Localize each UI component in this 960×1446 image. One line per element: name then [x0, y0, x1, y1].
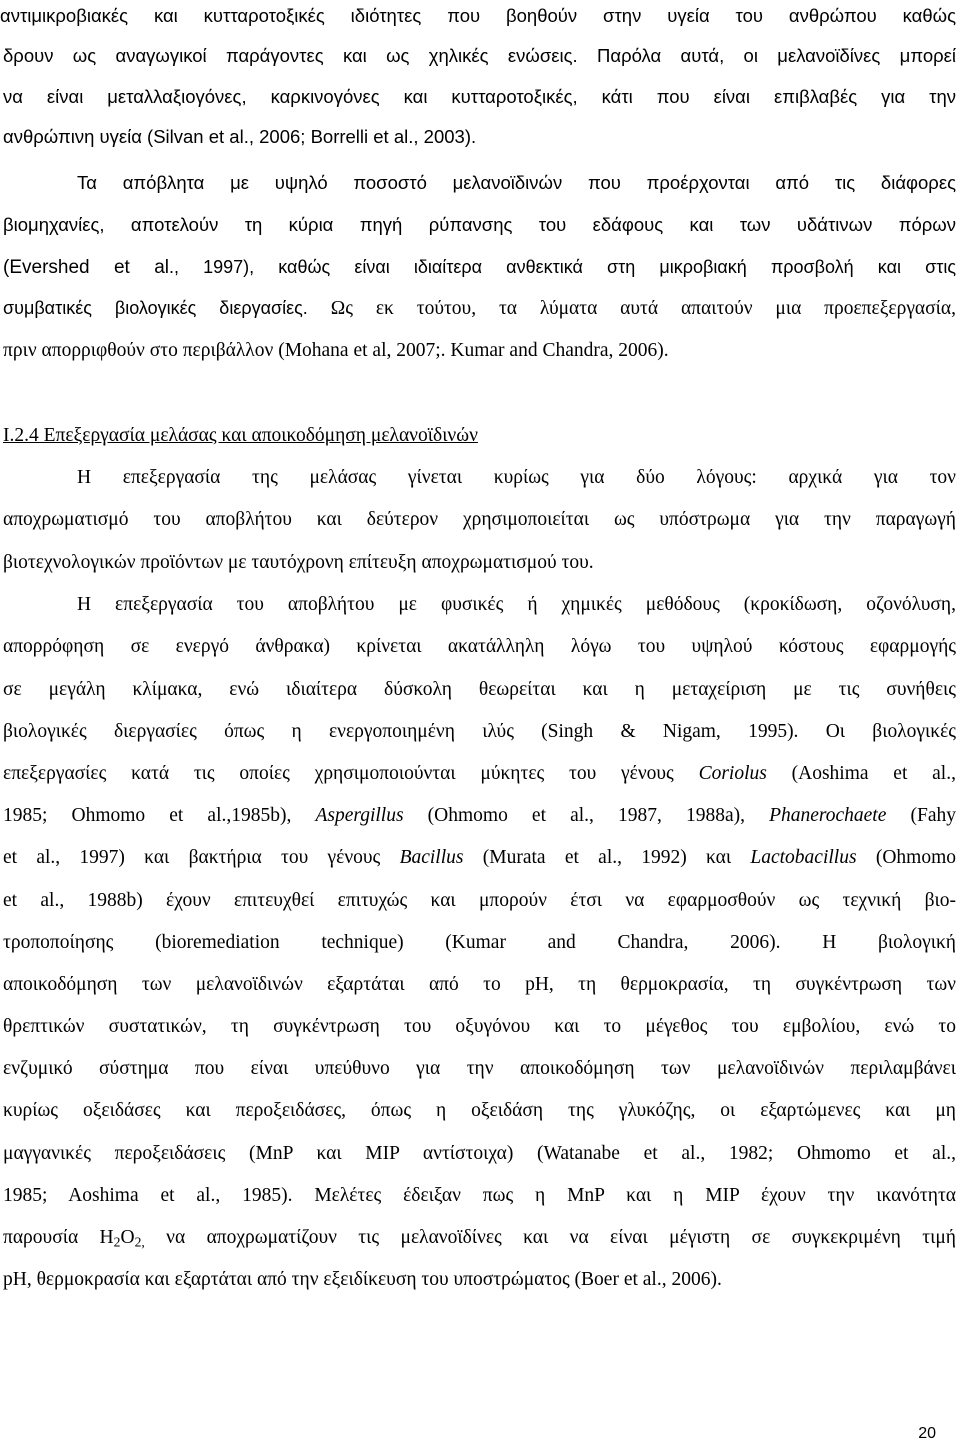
h2o2-sub-1: 2	[113, 1234, 121, 1250]
genus-bacillus: Bacillus	[399, 847, 464, 868]
paragraph-1-line-4: ανθρώπινη υγεία (Silvan et al., 2006; Borrelli et al., 2003).	[3, 126, 477, 147]
paragraph-4-line-17: pH, θερμοκρασία και εξαρτάται από την εξειδίκευση του υποστρώματος (Boer et al., 2006).	[3, 1269, 722, 1290]
paragraph-4-line-16	[3, 1225, 956, 1251]
paragraph-4-line-13: κυρίως οξειδάσες και περοξειδάσες, όπως η οξειδάση της γλυκόζης, οι εξαρτώμενες και μη	[3, 1100, 956, 1121]
paragraph-2-line-1: Τα απόβλητα με υψηλό ποσοστό μελανοϊδινών που προέρχονται από τις διάφορες	[77, 172, 956, 193]
paragraph-2-line-4-start: συμβατικές βιολογικές διεργασίες.	[3, 298, 331, 318]
paragraph-4-line-12: ενζυμικό σύστημα που είναι υπεύθυνο για την αποικοδόμηση των μελανοϊδινών περιλαμβάνει	[3, 1058, 956, 1079]
genus-lactobacillus: Lactobacillus	[750, 847, 857, 868]
paragraph-4-line-5-a: επεξεργασίες κατά τις οποίες χρησιμοποιούνται μύκητες του γένους	[3, 763, 699, 784]
paragraph-4-line-9: τροποποίησης (bioremediation technique) (Kumar and Chandra, 2006). Η βιολογική	[3, 932, 956, 953]
paragraph-4-line-8: et al., 1988b) έχουν επιτευχθεί επιτυχώς και μπορούν έτσι να εφαρμοσθούν ως τεχνική βιο-	[3, 890, 956, 911]
paragraph-2-line-5: πριν απορριφθούν στο περιβάλλον (Mohana et al, 2007;. Kumar and Chandra, 2006).	[3, 340, 669, 361]
paragraph-4-line-3: σε μεγάλη κλίμακα, ενώ ιδιαίτερα δύσκολη θεωρείται και η μεταχείριση με τις συνήθεις	[3, 679, 956, 700]
paragraph-2-line-2: βιομηχανίες, αποτελούν τη κύρια πηγή ρύπανσης του εδάφους και των υδάτινων πόρων	[3, 214, 956, 235]
paragraph-4-line-5	[3, 761, 956, 787]
paragraph-3-line-1: Η επεξεργασία της μελάσας γίνεται κυρίως για δύο λόγους: αρχικά για τον	[77, 467, 956, 488]
paragraph-4-line-7-b: (Murata et al., 1992) και	[463, 847, 751, 868]
paragraph-4-line-7-c: (Ohmomo	[856, 847, 956, 868]
paragraph-4-line-5-b: (Aoshima et al.,	[766, 763, 956, 784]
genus-phanerochaete: Phanerochaete	[769, 805, 887, 826]
paragraph-2-line-4	[3, 295, 956, 321]
paragraph-3-line-2: αποχρωματισμό του αποβλήτου και δεύτερον χρησιμοποιείται ως υπόστρωμα για την παραγωγή	[3, 509, 956, 530]
paragraph-4-line-10: αποικοδόμηση των μελανοϊδινών εξαρτάται από το pH, τη θερμοκρασία, τη συγκέντρωση των	[3, 974, 956, 995]
paragraph-4-line-2: απορρόφηση σε ενεργό άνθρακα) κρίνεται ακατάλληλη λόγω του υψηλού κόστους εφαρμογής	[3, 636, 956, 657]
paragraph-4-line-6-c: (Fahy	[886, 805, 956, 826]
paragraph-4-line-11: θρεπτικών συστατικών, τη συγκέντρωση του οξυγόνου και το μέγεθος του εμβολίου, ενώ το	[3, 1016, 956, 1037]
paragraph-4-line-7	[3, 845, 956, 871]
paragraph-4-line-4: βιολογικές διεργασίες όπως η ενεργοποιημένη ιλύς (Singh & Nigam, 1995). Οι βιολογικές	[3, 721, 956, 742]
paragraph-1-line-3: να είναι μεταλλαξιογόνες, καρκινογόνες και κυτταροτοξικές, κάτι που είναι επιβλαβές για την	[3, 86, 956, 107]
h2o2-prefix: παρουσία H	[3, 1227, 114, 1248]
paragraph-2-line-4-rest: Ως εκ τούτου, τα λύματα αυτά απαιτούν μια προεπεξεργασία,	[330, 298, 957, 319]
paragraph-4-line-6	[3, 803, 956, 829]
paragraph-4-line-7-a: et al., 1997) και βακτήρια του γένους	[3, 847, 400, 868]
paragraph-4-line-6-a: 1985; Ohmomo et al.,1985b),	[3, 805, 316, 826]
paragraph-4-line-1: Η επεξεργασία του αποβλήτου με φυσικές ή χημικές μεθόδους (κροκίδωση, οζονόλυση,	[77, 594, 956, 615]
page-number: 20	[918, 1425, 936, 1442]
paragraph-3-line-3: βιοτεχνολογικών προϊόντων με ταυτόχρονη επίτευξη αποχρωματισμού του.	[3, 552, 594, 573]
paragraph-2-line-3	[3, 254, 956, 280]
paragraph-1-line-2: δρουν ως αναγωγικοί παράγοντες και ως χηλικές ενώσεις. Παρόλα αυτά, οι μελανοϊδίνες μπορεί	[3, 45, 956, 66]
h2o2-rest: να αποχρωματίζουν τις μελανοϊδίνες και να είναι μέγιστη σε συγκεκριμένη τιμή	[144, 1227, 956, 1248]
paragraph-1-line-1: αντιμικροβιακές και κυτταροτοξικές ιδιότητες που βοηθούν στην υγεία του ανθρώπου καθώς	[0, 5, 956, 26]
h2o2-oxygen: O	[120, 1227, 135, 1248]
paragraph-4-line-14: μαγγανικές περοξειδάσεις (MnP και MIP αντίστοιχα) (Watanabe et al., 1982; Ohmomo et al.,	[3, 1143, 956, 1164]
paragraph-2-line-3-rest: ., 1997), καθώς είναι ιδιαίτερα ανθεκτικά στη μικροβιακή προσβολή και στις	[169, 257, 956, 277]
genus-aspergillus: Aspergillus	[315, 805, 404, 826]
paragraph-4-line-6-b: (Ohmomo et al., 1987, 1988a),	[403, 805, 770, 826]
section-heading: Ι.2.4 Επεξεργασία μελάσας και αποικοδόμηση μελανοϊδινών	[3, 425, 478, 446]
paragraph-2-line-3-start: (Evershed et al	[3, 257, 170, 278]
genus-coriolus: Coriolus	[698, 763, 767, 784]
paragraph-4-line-15: 1985; Aoshima et al., 1985). Μελέτες έδειξαν πως η MnP και η MIP έχουν την ικανότητα	[3, 1185, 956, 1206]
h2o2-sub-2: 2,	[134, 1234, 145, 1250]
